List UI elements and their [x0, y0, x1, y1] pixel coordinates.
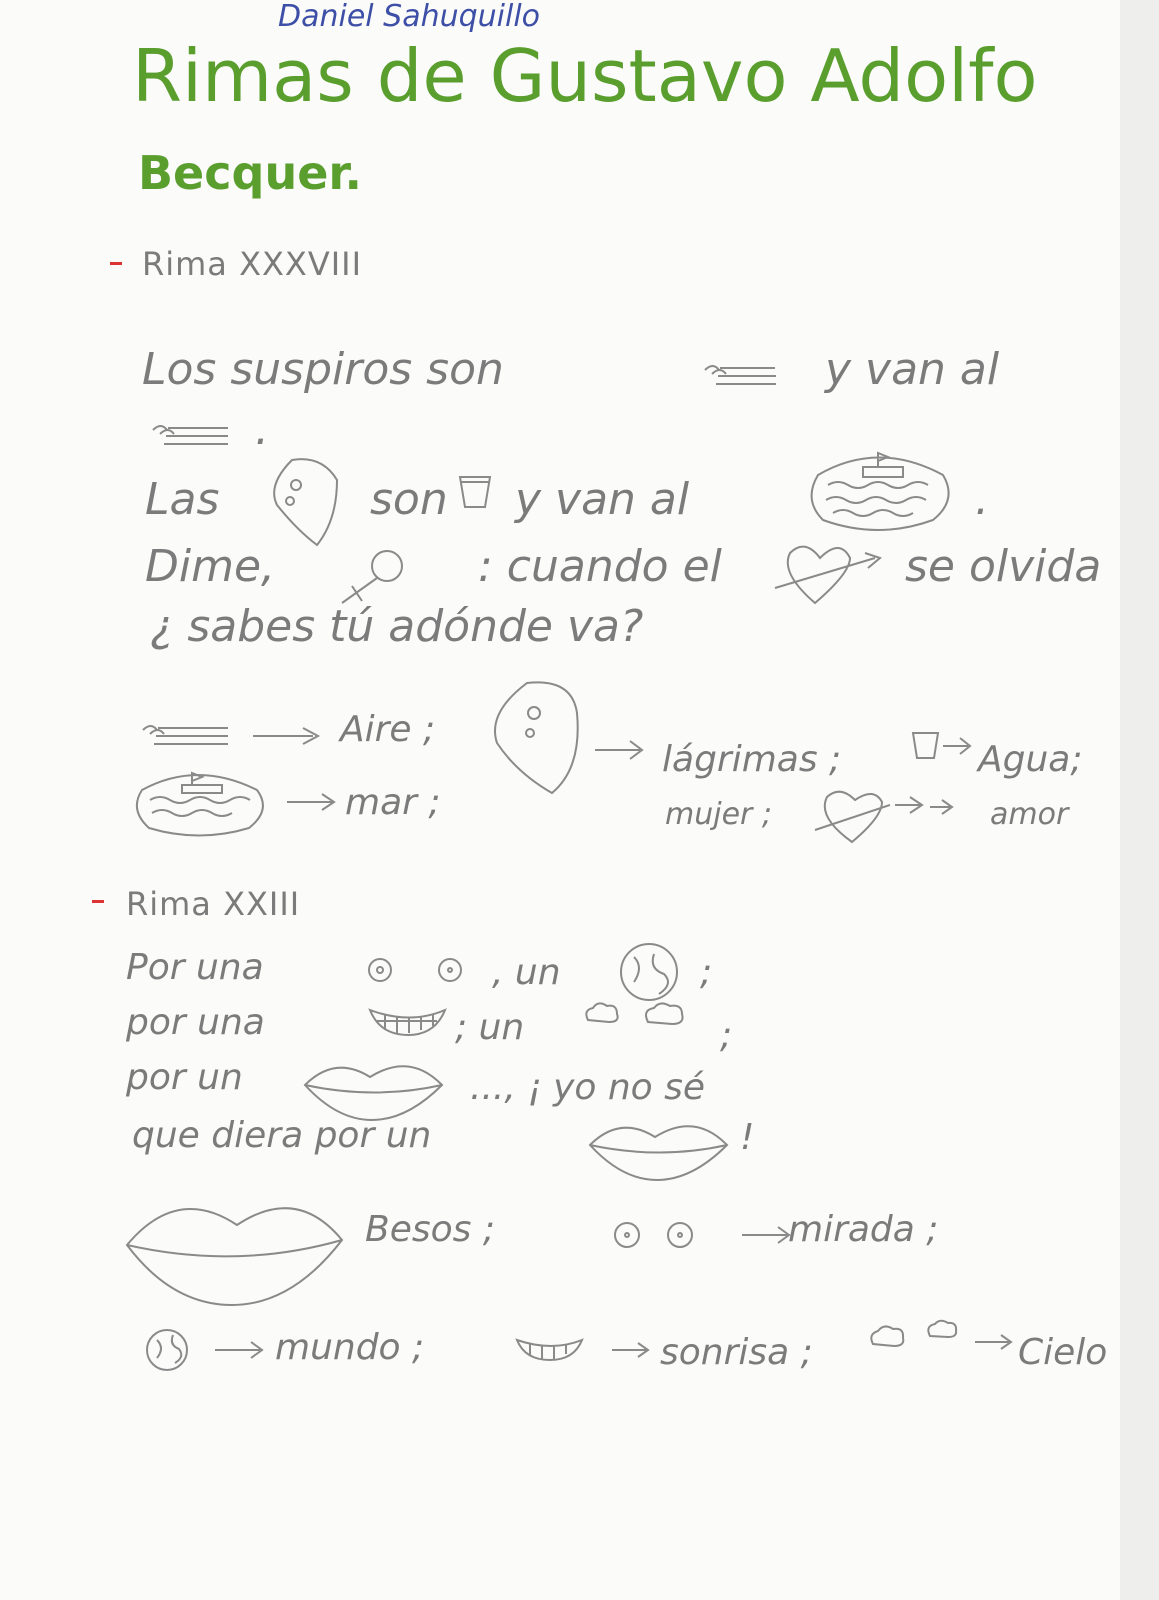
globe-icon	[145, 1325, 265, 1375]
rima1-heading: Rima XXXVIII	[142, 245, 363, 283]
legend-lagrimas: lágrimas ;	[662, 739, 842, 780]
rima1-line3b: son	[370, 474, 448, 525]
sea-icon	[132, 765, 267, 837]
author-name: Daniel Sahuquillo	[278, 0, 541, 34]
page-edge	[1120, 0, 1159, 1600]
rima2-line1b: , un	[492, 952, 561, 993]
wind-icon	[138, 720, 338, 750]
lips-icon	[585, 1115, 735, 1185]
rima2-line2b: ; un	[455, 1007, 525, 1048]
arrow-icon	[282, 790, 342, 814]
legend-cielo: Cielo	[1018, 1332, 1108, 1373]
rima1-line3c: y van al	[515, 474, 690, 525]
eyes-icon	[612, 1220, 802, 1250]
wind-icon	[148, 420, 238, 450]
rima1-line3d: .	[975, 474, 989, 525]
legend-mujer: mujer ;	[665, 797, 773, 832]
lips-icon	[122, 1190, 342, 1310]
rima1-line5: ¿ sabes tú adónde va?	[150, 601, 644, 652]
legend-amor: amor	[990, 797, 1069, 832]
legend-mundo: mundo ;	[275, 1327, 425, 1368]
glass-icon	[908, 728, 978, 768]
legend-sonrisa: sonrisa ;	[660, 1332, 813, 1373]
globe-icon	[614, 942, 689, 1002]
legend-mirada: mirada ;	[788, 1209, 939, 1250]
rima1-line4a: Dime,	[145, 541, 276, 592]
heart-icon	[810, 785, 960, 850]
rima2-line4a: que diera por un	[132, 1115, 432, 1156]
rima1-line1b: y van al	[825, 344, 1000, 395]
heart-icon	[770, 538, 890, 608]
face-icon	[492, 678, 592, 798]
glass-icon	[455, 472, 495, 512]
arrow-icon	[590, 735, 650, 765]
eyes-icon	[365, 955, 475, 985]
rima2-line3b: ..., ¡ yo no sé	[470, 1067, 706, 1108]
page-title-line1: Rimas de Gustavo Adolfo	[132, 34, 1038, 118]
bullet-rima-2	[92, 900, 104, 903]
rima2-line2a: por una	[126, 1002, 265, 1043]
cloud-icon	[865, 1322, 1020, 1356]
sea-icon	[808, 445, 953, 530]
woman-icon	[332, 548, 412, 608]
rima1-line4c: se olvida	[905, 541, 1102, 592]
teeth-icon	[365, 1005, 450, 1040]
rima1-line3a: Las	[145, 474, 220, 525]
cloud-icon	[580, 1000, 700, 1030]
face-icon	[262, 455, 342, 550]
rima2-line1a: Por una	[126, 947, 264, 988]
legend-mar: mar ;	[345, 782, 441, 823]
legend-besos: Besos ;	[365, 1209, 495, 1250]
rima1-line1a: Los suspiros son	[142, 344, 504, 395]
rima1-line4b: : cuando el	[478, 541, 722, 592]
wind-icon	[700, 360, 780, 390]
page-title-line2: Becquer.	[138, 146, 363, 200]
legend-aire: Aire ;	[340, 709, 436, 750]
teeth-icon	[512, 1335, 652, 1365]
rima1-line2: .	[255, 404, 269, 455]
rima2-line3a: por un	[126, 1057, 243, 1098]
legend-agua: Agua;	[978, 739, 1083, 780]
rima2-line1c: ;	[700, 952, 713, 993]
rima2-line4b: !	[740, 1117, 755, 1158]
rima2-line2c: ;	[720, 1015, 733, 1056]
bullet-rima-1	[110, 262, 122, 265]
rima2-heading: Rima XXIII	[126, 885, 301, 923]
